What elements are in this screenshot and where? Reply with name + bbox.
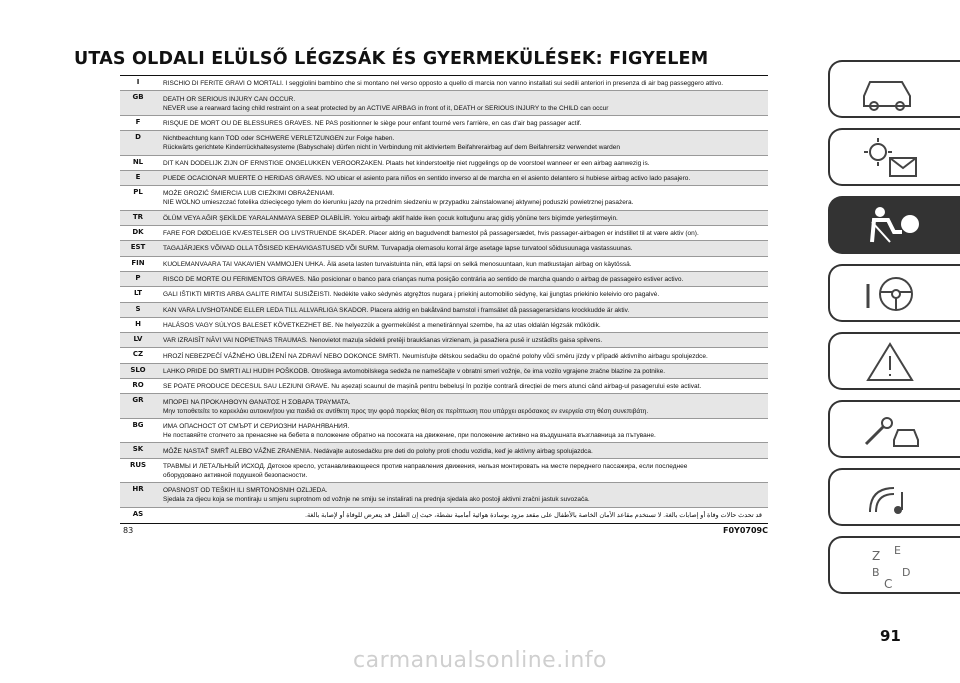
- table-row: [120, 91, 768, 115]
- language-code: RUS: [129, 460, 147, 469]
- satellite-media-icon: [850, 474, 940, 522]
- language-code: LT: [133, 289, 143, 298]
- tab-emergency[interactable]: [828, 332, 960, 390]
- language-code: P: [135, 273, 141, 282]
- tab-maintenance[interactable]: [828, 400, 960, 458]
- language-code: AS: [132, 509, 144, 518]
- table-row: [120, 272, 768, 287]
- warning-line-heading: KAN VARA LIVSHOTANDE ELLER LEDA TILL ALLVARLIGA SKADOR. Placera aldrig en bakåtvänd barnstol i framsätet då passagerarsidans krockkudde är aktiv.: [163, 306, 630, 314]
- table-row: [120, 348, 768, 363]
- warning-line-heading: OPASNOST OD TEŠKIH ILI SMRTONOSNIH OZLJEDA.: [163, 487, 328, 495]
- warning-line-heading: SE POATE PRODUCE DECESUL SAU LEZIUNI GRAVE. Nu așezați scaunul de mașină pentru bebeluși în poziție contrară direcției de mers atunci când airbag-ul pasagerului este activat.: [163, 383, 702, 391]
- warning-text: [163, 398, 762, 416]
- watermark: carmanualsonline.info: [353, 648, 607, 673]
- page-number: 91: [880, 627, 901, 645]
- warning-triangle-icon: [850, 338, 940, 386]
- table-row: [120, 508, 768, 523]
- steering-wheel-icon: [850, 270, 940, 318]
- language-code: PL: [133, 188, 143, 197]
- table-row: [120, 156, 768, 171]
- tab-car-dashboard[interactable]: [828, 60, 960, 118]
- table-row: [120, 131, 768, 155]
- warning-text: [163, 367, 762, 376]
- language-code: GR: [132, 396, 144, 405]
- language-code: SLO: [130, 365, 146, 374]
- warning-text: [163, 174, 762, 183]
- language-code: SK: [132, 445, 144, 454]
- warning-line-heading: قد تحدث حالات وفاة أو إصابات بالغة. لا تستخدم مقاعد الأمان الخاصة بالأطفال على مقعد مزود بوسادة هوائية أمامية نشطة، حيث إن الطفل قد يتعرض للوفاة أو لإصابة بالغة.: [305, 511, 762, 519]
- warning-text: [163, 511, 762, 520]
- warning-text: [163, 462, 762, 480]
- warning-line-heading: ИМА ОПАСНОСТ ОТ СМЪРТ И СЕРИОЗНИ НАРАНЯВАНИЯ.: [163, 423, 350, 431]
- warning-text: [163, 447, 762, 456]
- sun-and-envelope-icon: [850, 134, 940, 182]
- svg-text:C: C: [884, 577, 893, 591]
- table-row: [120, 379, 768, 394]
- language-code: E: [135, 172, 141, 181]
- table-row: [120, 364, 768, 379]
- table-row: [120, 211, 768, 226]
- language-code: S: [135, 304, 141, 313]
- warning-line-heading: RISCO DE MORTE OU FERIMENTOS GRAVES. Não posicionar o banco para crianças numa posição contrária ao sentido de marcha quando o airbag de passageiro estiver activo.: [163, 276, 684, 284]
- warning-line-heading: RISCHIO DI FERITE GRAVI O MORTALI. I seggiolini bambino che si montano nel verso opposto a quello di marcia non vanno installati sui sedili anteriori in presenza di air bag passeggero attivo.: [163, 80, 723, 88]
- warning-line-heading: DIT KAN DODELIJK ZIJN OF ERNSTIGE ONGELUKKEN VEROORZAKEN. Plaats het kinderstoeltje niet ruggelings op de voorstoel wanneer er een airbag aanwezig is.: [163, 159, 650, 167]
- warning-text: [163, 336, 762, 345]
- warning-line-heading: VAR IZRAISĪT NĀVI VAI NOPIETNAS TRAUMAS. Nenovietot mazuļa sēdekli pretēji braukšanas virzienam, ja pasažiera pusē ir uzstādīts gaisa spilvens.: [163, 337, 603, 345]
- language-code: CZ: [132, 350, 144, 359]
- table-row: [120, 443, 768, 458]
- warning-line: NIE WOLNO umieszczać fotelika dziecięcego tyłem do kierunku jazdy na przednim siedzeniu w przypadku zainstalowanej aktywnej poduszki powietrznej pasażera.: [163, 199, 634, 207]
- chapter-sidebar: [828, 60, 960, 620]
- table-row: [120, 483, 768, 507]
- seatbelt-passenger-icon: [850, 202, 940, 250]
- figure-code: F0Y0709C: [723, 526, 768, 535]
- tab-multimedia[interactable]: [828, 468, 960, 526]
- language-code: NL: [132, 157, 144, 166]
- warning-text: [163, 352, 762, 361]
- warning-line-heading: MÔŽE NASTAŤ SMRŤ ALEBO VÁŽNE ZRANENIA. Nedávajte autosedačku pre deti do polohy proti chodu vozidla, keď je aktívny airbag spolujazdca.: [163, 447, 593, 455]
- warning-text: [163, 214, 762, 223]
- table-row: [120, 186, 768, 210]
- language-code: D: [135, 133, 141, 142]
- language-code: EST: [130, 243, 146, 252]
- table-row: [120, 318, 768, 333]
- tab-index[interactable]: [828, 536, 960, 594]
- warning-text: [163, 134, 762, 152]
- language-code: TR: [132, 212, 144, 221]
- table-row: [120, 287, 768, 302]
- table-row: [120, 226, 768, 241]
- car-dashboard-icon: [850, 66, 940, 114]
- warning-text: [163, 79, 762, 88]
- language-code: DK: [132, 228, 144, 237]
- warning-table: [120, 75, 768, 524]
- alphabetical-index-icon: [850, 542, 940, 602]
- warning-line-heading: GALI IŠTIKTI MIRTIS ARBA GALITE RIMTAI SUSIŽEISTI. Nedėkite vaiko sėdynės atgręžtos nugara į priekinį automobilio sėdynę, kai įjungtas priekinio keleivio oro pagalvė.: [163, 291, 660, 299]
- warning-line-heading: PUEDE OCACIONAR MUERTE O HERIDAS GRAVES. NO ubicar el asiento para niños en sentido inverso al de marcha en el asiento delantero si hubiese airbag activo lado pasajero.: [163, 175, 691, 183]
- wrench-car-icon: [850, 406, 940, 454]
- table-row: [120, 241, 768, 256]
- language-code: BG: [132, 420, 144, 429]
- table-row: [120, 459, 768, 483]
- warning-text: [163, 275, 762, 284]
- warning-text: [163, 159, 762, 168]
- warning-line: NEVER use a rearward facing child restraint on a seat protected by an ACTIVE AIRBAG in front of it, DEATH or SERIOUS INJURY to the CHILD can occur: [163, 104, 609, 112]
- warning-text: [163, 119, 762, 128]
- warning-line-heading: ТРАВМЫ И ЛЕТАЛЬНЫЙ ИСХОД. Детское кресло, устанавливающееся против направления движения, нельзя монтировать на месте переднего пассажира, если последнее: [163, 462, 688, 470]
- tab-lights-messages[interactable]: [828, 128, 960, 186]
- warning-line: оборудовано активной подушкой безопасности.: [163, 471, 308, 479]
- warning-text: [163, 95, 762, 113]
- language-code: F: [135, 117, 141, 126]
- warning-line-heading: FARE FOR DØDELIGE KVÆSTELSER OG LIVSTRUENDE SKADER. Placer aldrig en bagudvendt barnestol på passagersædet, hvis passager-airbagen er indstillet til at være aktiv (on).: [163, 230, 699, 238]
- language-code: H: [135, 319, 141, 328]
- warning-text: [163, 189, 762, 207]
- warning-text: [163, 260, 762, 269]
- warning-text: [163, 382, 762, 391]
- svg-text:B: B: [872, 566, 880, 579]
- table-row: [120, 419, 768, 443]
- warning-line-heading: ÖLÜM VEYA AĞIR ŞEKİLDE YARALANMAYA SEBEP OLABİLİR. Yolcu airbağı aktif halde iken çocuk koltuğunu araç gidiş yönüne ters biçimde yerleştirmeyin.: [163, 214, 618, 222]
- svg-text:D: D: [902, 566, 911, 579]
- tab-safety[interactable]: [828, 196, 960, 254]
- table-row: [120, 303, 768, 318]
- tab-starting-driving[interactable]: [828, 264, 960, 322]
- warning-line-heading: Nichtbeachtung kann TOD oder SCHWERE VERLETZUNGEN zur Folge haben.: [163, 135, 395, 143]
- language-code: FIN: [131, 258, 145, 267]
- page-title: UTAS OLDALI ELÜLSŐ LÉGZSÁK ÉS GYERMEKÜLÉSEK: FIGYELEM: [74, 49, 709, 69]
- warning-text: [163, 486, 762, 504]
- warning-line-heading: DEATH OR SERIOUS INJURY CAN OCCUR.: [163, 95, 296, 103]
- language-code: RO: [132, 381, 144, 390]
- warning-text: [163, 229, 762, 238]
- svg-text:E: E: [894, 544, 901, 557]
- warning-line: Sjedala za djecu koja se montiraju u smjeru suprotnom od vožnje ne smiju se instalirati na prednja sjedala ako postoji aktivni zračni jastuk suvozača.: [163, 496, 590, 504]
- language-code: I: [136, 78, 140, 86]
- warning-line-heading: ΜΠΟΡΕΙ ΝΑ ΠΡΟΚΛΗΘΟΥΝ ΘΑΝΑΤΟΣ Η ΣΟΒΑΡΑ ΤΡΑΥΜΑΤΑ.: [163, 398, 351, 406]
- language-code: HR: [132, 485, 144, 494]
- warning-line-heading: TAGAJÄRJEKS VÕIVAD OLLA TÕSISED KEHAVIGASTUSED VÕI SURM. Turvapadja olemasolu korral ärge asetage lapse turvatool sõidusuunaga vastassuunas.: [163, 245, 633, 253]
- warning-line-heading: HROZÍ NEBEZPEČÍ VÁŽNÉHO ÚBLIŽENÍ NA ZDRAVÍ NEBO DOKONCE SMRTI. Neumísťujte dětskou sedačku do opačné polohy vůči směru jízdy v případě aktivního airbagu spolujezdce.: [163, 352, 708, 360]
- warning-text: [163, 290, 762, 299]
- warning-text: [163, 422, 762, 440]
- warning-line-heading: LAHKO PRIDE DO SMRTI ALI HUDIH POŠKODB. Otroškega avtomobilskega sedeža ne nameščajte v obratni smeri vožnje, če ima vozilo vgrajene zračne blazine za potnike.: [163, 367, 666, 375]
- language-code: LV: [133, 335, 143, 344]
- table-row: [120, 333, 768, 348]
- table-row: [120, 116, 768, 131]
- table-row: [120, 76, 768, 91]
- warning-text: [163, 321, 762, 330]
- table-row: [120, 171, 768, 186]
- warning-line: Μην τοποθετείτε το καρεκλάκι αυτοκινήτου για παιδιά σε αντίθετη προς την φορά πορείας θέση σε περίπτωση που υπάρχει αερόσακος εν ενεργεία στη θέση συνεπιβάτη.: [163, 407, 649, 415]
- warning-line: Не поставяйте столчето за пренасяне на бебета в положение обратно на посоката на движение, при положение активно на въздушната възглавница за пътуване.: [163, 432, 656, 440]
- warning-line: Rückwärts gerichtete Kinderrückhaltesysteme (Babyschale) dürfen nicht in Verbindung mit aktiviertem Beifahrerairbag auf dem Beifahrersitz verwendet warden: [163, 144, 621, 152]
- warning-text: [163, 244, 762, 253]
- table-row: [120, 257, 768, 272]
- warning-text: [163, 306, 762, 315]
- warning-line-heading: KUOLEMANVAARA TAI VAKAVIEN VAMMOJEN UHKA. Älä aseta lasten turvaistuinta niin, että lapsi on selkä menosuuntaan, kun matkustajan airbag on käytössä.: [163, 260, 632, 268]
- svg-text:Z: Z: [872, 549, 881, 563]
- warning-line-heading: HALÁSOS VAGY SÚLYOS BALESET KÖVETKEZHET BE. Ne helyezzük a gyermekülést a menetiránnyal szembe, ha az utas oldalán légzsák működik.: [163, 322, 601, 329]
- page-left-number: 83: [123, 526, 134, 535]
- table-row: [120, 394, 768, 418]
- language-code: GB: [132, 93, 144, 102]
- warning-line-heading: RISQUE DE MORT OU DE BLESSURES GRAVES. NE PAS positionner le siège pour enfant tourné vers l'arrière, en cas d'air bag passager actif.: [163, 119, 582, 127]
- warning-line-heading: MOŻE GROZIĆ ŚMIERCIA LUB CIEŻKIMI OBRAŻENIAMI.: [163, 190, 335, 198]
